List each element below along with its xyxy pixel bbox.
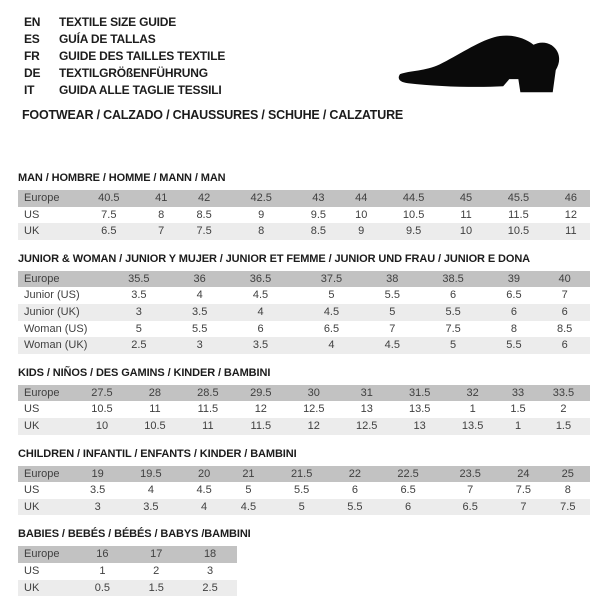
category-line: FOOTWEAR / CALZADO / CHAUSSURES / SCHUHE / CALZATURE bbox=[22, 108, 404, 122]
size-cell: 6 bbox=[510, 305, 517, 318]
size-cell: 24 bbox=[517, 467, 530, 480]
row-label: Woman (US) bbox=[24, 322, 88, 335]
row-label: UK bbox=[24, 500, 40, 513]
table-row bbox=[18, 337, 590, 354]
size-cell: 6.5 bbox=[101, 225, 117, 238]
size-cell: 1.5 bbox=[510, 403, 526, 416]
size-cell: 5 bbox=[298, 500, 305, 513]
size-cell: 5.5 bbox=[384, 289, 400, 302]
table-row bbox=[18, 271, 590, 288]
table-row bbox=[18, 223, 590, 240]
size-cell: 9.5 bbox=[310, 208, 327, 221]
size-cell: 12.5 bbox=[356, 419, 378, 432]
size-cell: 10 bbox=[95, 419, 109, 432]
size-cell: 10.5 bbox=[144, 419, 166, 432]
size-cell: 4.5 bbox=[323, 305, 340, 318]
size-cell: 10.5 bbox=[91, 403, 113, 416]
size-cell: 40 bbox=[558, 272, 571, 285]
language-title: GUIDA ALLE TAGLIE TESSILI bbox=[59, 83, 222, 97]
size-tables bbox=[18, 172, 590, 596]
size-cell: 28 bbox=[148, 386, 162, 399]
dress-shoe-icon bbox=[396, 32, 578, 96]
size-cell: 17 bbox=[150, 548, 163, 561]
size-cell: 12 bbox=[564, 208, 577, 221]
size-cell: 3.5 bbox=[90, 484, 106, 497]
size-table-section bbox=[18, 528, 590, 596]
size-cell: 7.5 bbox=[196, 225, 212, 238]
size-cell: 5.5 bbox=[347, 500, 363, 513]
size-cell: 5.5 bbox=[294, 484, 310, 497]
size-cell: 9 bbox=[358, 225, 365, 238]
table-row bbox=[18, 418, 590, 435]
size-cell: 23.5 bbox=[459, 467, 481, 480]
size-cell: 42 bbox=[197, 192, 211, 204]
size-table bbox=[18, 190, 590, 240]
size-cell: 3 bbox=[207, 564, 214, 577]
row-label: US bbox=[24, 484, 40, 497]
size-cell: 3.5 bbox=[252, 339, 269, 352]
size-cell: 13.5 bbox=[461, 419, 484, 432]
size-cell: 8.5 bbox=[196, 208, 212, 221]
table-row bbox=[18, 207, 590, 224]
size-cell: 25 bbox=[561, 467, 574, 480]
size-table-section bbox=[18, 448, 590, 516]
size-cell: 39 bbox=[507, 272, 521, 285]
size-table-section bbox=[18, 253, 590, 354]
size-cell: 5 bbox=[450, 339, 457, 352]
size-cell: 7 bbox=[520, 500, 527, 513]
size-cell: 36 bbox=[193, 272, 206, 285]
size-cell: 6 bbox=[405, 500, 412, 513]
size-cell: 43 bbox=[312, 192, 325, 204]
size-cell: 4 bbox=[147, 484, 154, 497]
row-label: Europe bbox=[24, 467, 60, 480]
row-label: Europe bbox=[24, 192, 60, 204]
size-cell: 4 bbox=[257, 305, 264, 318]
size-cell: 5 bbox=[245, 484, 252, 497]
size-cell: 27.5 bbox=[91, 386, 113, 399]
size-cell: 13 bbox=[413, 419, 426, 432]
size-cell: 33 bbox=[511, 386, 525, 399]
size-cell: 45 bbox=[459, 192, 473, 204]
language-code: ES bbox=[24, 32, 40, 46]
size-cell: 9.5 bbox=[405, 225, 422, 238]
size-cell: 28.5 bbox=[197, 386, 219, 399]
language-code: DE bbox=[24, 66, 41, 80]
size-cell: 37.5 bbox=[320, 272, 343, 285]
table-row bbox=[18, 321, 590, 338]
size-cell: 11.5 bbox=[250, 419, 272, 432]
size-cell: 7.5 bbox=[515, 484, 532, 497]
size-cell: 8 bbox=[258, 225, 265, 238]
row-label: Europe bbox=[24, 386, 60, 399]
header bbox=[0, 0, 600, 122]
size-cell: 1 bbox=[514, 419, 522, 432]
size-cell: 5 bbox=[389, 305, 396, 318]
size-cell: 38 bbox=[386, 272, 399, 285]
size-cell: 31 bbox=[360, 386, 373, 399]
size-cell: 3.5 bbox=[131, 289, 147, 302]
size-cell: 6 bbox=[257, 322, 264, 335]
size-cell: 44 bbox=[355, 192, 368, 204]
row-label: UK bbox=[24, 581, 40, 594]
language-title: TEXTILE SIZE GUIDE bbox=[59, 15, 177, 29]
size-table-section bbox=[18, 367, 590, 435]
size-table-section bbox=[18, 172, 590, 240]
size-cell: 2.5 bbox=[202, 581, 218, 594]
size-cell: 7.5 bbox=[560, 500, 576, 513]
size-cell: 2.5 bbox=[131, 339, 147, 352]
size-cell: 29.5 bbox=[250, 386, 272, 399]
size-cell: 10.5 bbox=[507, 225, 530, 238]
table-row bbox=[18, 546, 237, 563]
size-cell: 42.5 bbox=[250, 192, 272, 204]
row-label: US bbox=[24, 403, 40, 416]
size-cell: 11.5 bbox=[197, 403, 219, 416]
size-cell: 22.5 bbox=[397, 467, 419, 480]
size-cell: 8.5 bbox=[556, 322, 573, 335]
language-title: GUÍA DE TALLAS bbox=[59, 32, 156, 46]
size-cell: 30 bbox=[307, 386, 320, 399]
size-cell: 4.5 bbox=[240, 500, 257, 513]
size-cell: 7 bbox=[389, 322, 396, 335]
size-cell: 4 bbox=[201, 500, 208, 513]
size-cell: 11 bbox=[149, 403, 161, 416]
size-cell: 19.5 bbox=[140, 467, 162, 480]
section-title: KIDS / NIÑOS / DES GAMINS / KINDER / BAMBINI bbox=[18, 366, 271, 379]
size-cell: 10 bbox=[459, 225, 473, 238]
size-cell: 2 bbox=[153, 564, 160, 577]
size-table bbox=[18, 546, 237, 596]
size-cell: 21.5 bbox=[290, 467, 313, 480]
table-row bbox=[18, 190, 590, 207]
size-cell: 4 bbox=[328, 339, 335, 352]
table-row bbox=[18, 563, 237, 580]
row-label: Junior (UK) bbox=[24, 305, 80, 318]
size-cell: 8 bbox=[158, 208, 165, 221]
size-table bbox=[18, 385, 590, 435]
row-label: UK bbox=[24, 419, 40, 432]
size-cell: 5.5 bbox=[506, 339, 522, 352]
size-cell: 11 bbox=[460, 208, 472, 221]
size-cell: 35.5 bbox=[128, 272, 150, 285]
size-cell: 8 bbox=[564, 484, 571, 497]
size-cell: 3.5 bbox=[143, 500, 159, 513]
row-label: US bbox=[24, 208, 40, 221]
table-row bbox=[18, 385, 590, 402]
size-cell: 7 bbox=[467, 484, 474, 497]
row-label: Europe bbox=[24, 548, 60, 561]
size-cell: 5 bbox=[328, 289, 335, 302]
size-cell: 44.5 bbox=[402, 192, 425, 204]
size-cell: 5 bbox=[135, 322, 142, 335]
language-code: FR bbox=[24, 49, 40, 63]
size-cell: 1.5 bbox=[148, 581, 164, 594]
size-cell: 6 bbox=[351, 484, 358, 497]
table-row bbox=[18, 466, 590, 483]
size-cell: 0.5 bbox=[94, 581, 111, 594]
size-cell: 20 bbox=[197, 467, 211, 480]
size-cell: 8 bbox=[510, 322, 517, 335]
size-cell: 7 bbox=[158, 225, 165, 238]
size-cell: 11 bbox=[565, 225, 577, 238]
size-cell: 3 bbox=[94, 500, 101, 513]
size-cell: 5.5 bbox=[445, 305, 461, 318]
section-title: MAN / HOMBRE / HOMME / MANN / MAN bbox=[18, 172, 226, 184]
size-cell: 7.5 bbox=[101, 208, 117, 221]
language-row bbox=[24, 14, 600, 31]
size-table bbox=[18, 271, 590, 354]
size-cell: 12.5 bbox=[303, 403, 325, 416]
size-cell: 19 bbox=[91, 467, 104, 480]
language-title: TEXTILGRÖßENFÜHRUNG bbox=[59, 66, 208, 80]
language-title: GUIDE DES TAILLES TEXTILE bbox=[59, 49, 226, 63]
size-cell: 11 bbox=[202, 419, 214, 432]
table-row bbox=[18, 287, 590, 304]
size-cell: 3.5 bbox=[192, 305, 208, 318]
size-cell: 46 bbox=[564, 192, 577, 204]
size-cell: 3 bbox=[135, 305, 142, 318]
size-table bbox=[18, 466, 590, 516]
size-cell: 11.5 bbox=[508, 208, 529, 221]
size-cell: 6 bbox=[450, 289, 457, 302]
size-cell: 7.5 bbox=[445, 322, 461, 335]
size-cell: 12 bbox=[307, 419, 320, 432]
table-row bbox=[18, 482, 590, 499]
size-cell: 4.5 bbox=[196, 484, 212, 497]
size-cell: 21 bbox=[242, 467, 255, 480]
section-title: BABIES / BEBÉS / BÉBÉS / BABYS /BAMBINI bbox=[18, 528, 251, 541]
row-label: Woman (UK) bbox=[24, 339, 88, 352]
size-cell: 4.5 bbox=[252, 289, 269, 302]
size-cell: 3 bbox=[196, 339, 203, 352]
row-label: Junior (US) bbox=[24, 289, 80, 302]
table-row bbox=[18, 499, 590, 516]
size-cell: 9 bbox=[258, 208, 265, 221]
size-cell: 22 bbox=[348, 467, 361, 480]
size-cell: 36.5 bbox=[249, 272, 272, 285]
size-cell: 6.5 bbox=[323, 322, 340, 335]
size-cell: 1.5 bbox=[555, 419, 572, 432]
size-cell: 32 bbox=[466, 386, 479, 399]
row-label: US bbox=[24, 564, 40, 577]
language-code: IT bbox=[24, 83, 35, 97]
size-cell: 6 bbox=[561, 339, 568, 352]
size-cell: 6 bbox=[561, 305, 568, 318]
size-cell: 2 bbox=[560, 403, 567, 416]
size-cell: 38.5 bbox=[442, 272, 464, 285]
size-cell: 6.5 bbox=[462, 500, 478, 513]
size-cell: 33.5 bbox=[552, 386, 575, 399]
size-cell: 13 bbox=[360, 403, 373, 416]
size-cell: 41 bbox=[155, 192, 168, 204]
size-cell: 5.5 bbox=[192, 322, 208, 335]
size-cell: 45.5 bbox=[507, 192, 530, 204]
section-title: JUNIOR & WOMAN / JUNIOR Y MUJER / JUNIOR ET FEMME / JUNIOR UND FRAU / JUNIOR E DONA bbox=[18, 252, 531, 265]
size-cell: 8.5 bbox=[310, 225, 327, 238]
size-cell: 12 bbox=[254, 403, 267, 416]
size-cell: 4.5 bbox=[384, 339, 400, 352]
row-label: Europe bbox=[24, 272, 60, 285]
size-cell: 10 bbox=[355, 208, 368, 221]
size-cell: 7 bbox=[561, 289, 568, 302]
row-label: UK bbox=[24, 225, 40, 238]
size-cell: 6.5 bbox=[506, 289, 522, 302]
table-row bbox=[18, 401, 590, 418]
size-cell: 1 bbox=[99, 564, 106, 577]
size-cell: 31.5 bbox=[408, 386, 431, 399]
table-row bbox=[18, 304, 590, 321]
size-cell: 10.5 bbox=[402, 208, 425, 221]
size-cell: 6.5 bbox=[400, 484, 416, 497]
size-cell: 40.5 bbox=[98, 192, 120, 204]
language-code: EN bbox=[24, 15, 41, 29]
size-cell: 16 bbox=[96, 548, 109, 561]
section-title: CHILDREN / INFANTIL / ENFANTS / KINDER / BAMBINI bbox=[18, 447, 297, 460]
table-row bbox=[18, 580, 237, 597]
size-cell: 13.5 bbox=[408, 403, 431, 416]
size-cell: 4 bbox=[196, 289, 203, 302]
size-cell: 1 bbox=[469, 403, 476, 416]
size-cell: 18 bbox=[203, 548, 217, 561]
